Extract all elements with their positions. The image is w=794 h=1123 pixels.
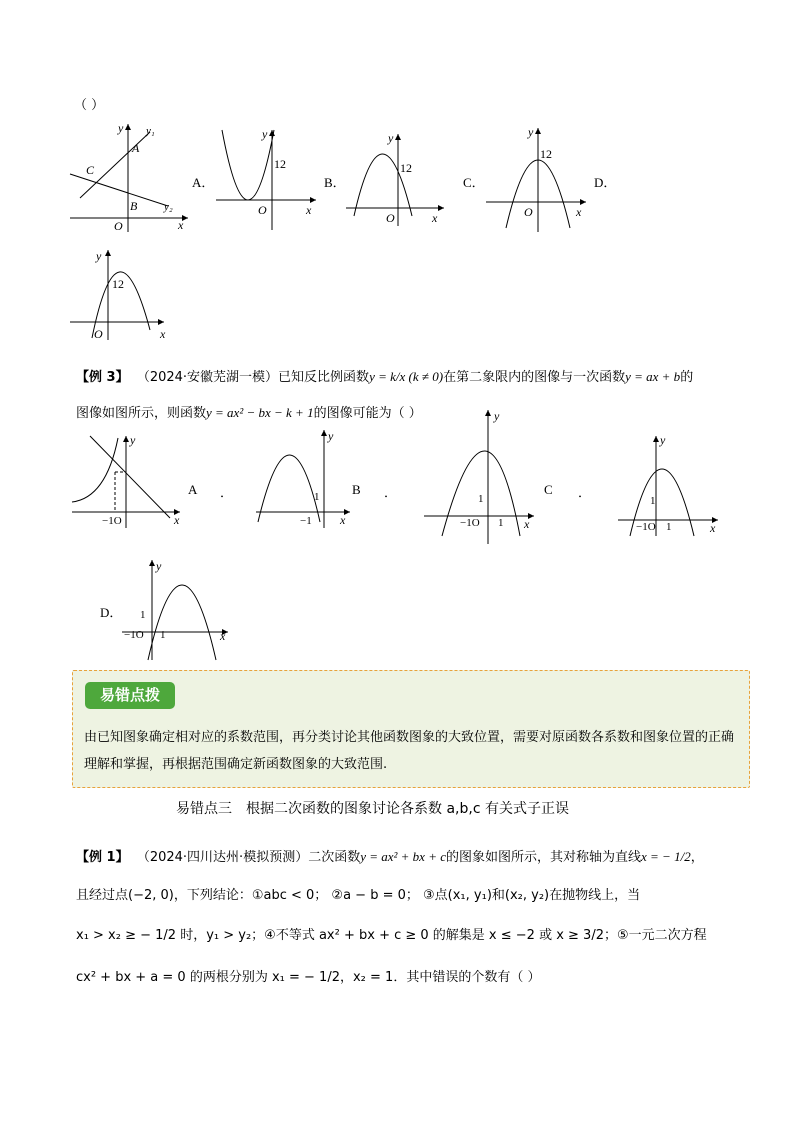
svg-text:1: 1	[140, 609, 146, 621]
svg-text:y: y	[328, 429, 334, 443]
svg-text:y: y	[528, 125, 534, 139]
svg-text:12: 12	[400, 161, 412, 175]
option-b-label: B．	[324, 175, 346, 190]
ex3-option-a-label: A	[188, 482, 198, 497]
svg-text:x: x	[306, 203, 312, 217]
example3-line1: 【例 3】 （2024·安徽芜湖一模）已知反比例函数y = k/x (k ≠ 0)在第二象限内的图像与一次函数y = ax + b的	[76, 369, 694, 385]
svg-text:−1O: −1O	[124, 629, 144, 641]
svg-text:O: O	[386, 211, 395, 225]
svg-text:x: x	[220, 629, 226, 643]
svg-text:x: x	[710, 521, 716, 535]
option-a-graph	[214, 126, 318, 232]
svg-text:−1O: −1O	[636, 521, 656, 533]
option-d-label: D．	[594, 175, 617, 190]
ex3-option-b-graph	[254, 418, 354, 530]
point-a-label: A	[132, 141, 140, 155]
ex3-option-d-graph	[616, 432, 722, 538]
y2-label: y₂	[164, 201, 173, 213]
ex3-option-c-graph	[420, 406, 538, 546]
svg-text:O: O	[94, 327, 103, 341]
y-axis-label: y	[118, 121, 124, 135]
example1-line4: cx² + bx + a = 0 的两根分别为 x₁ = − 1/2，x₂ = 1．其中错误的个数有（ ）	[76, 970, 541, 985]
answer-paren: （ ）	[74, 98, 105, 113]
svg-text:y: y	[96, 249, 102, 263]
svg-text:1: 1	[666, 521, 672, 533]
svg-text:x: x	[340, 513, 346, 527]
svg-text:−1: −1	[300, 515, 312, 527]
svg-text:O: O	[258, 203, 267, 217]
y1-label: y₁	[146, 125, 155, 137]
option-d-graph	[68, 246, 174, 342]
svg-text:y: y	[130, 433, 136, 447]
svg-text:x: x	[524, 517, 530, 531]
example1-line2: 且经过点(−2, 0)，下列结论：①abc < 0； ②a − b = 0； ③点(x₁, y₁)和(x₂, y₂)在抛物线上，当	[76, 888, 641, 903]
svg-text:x: x	[160, 327, 166, 341]
svg-text:12: 12	[274, 157, 286, 171]
svg-text:−1O: −1O	[460, 517, 480, 529]
option-b-graph	[344, 130, 448, 228]
svg-text:1: 1	[314, 491, 320, 503]
svg-text:−1O: −1O	[102, 515, 122, 527]
svg-text:1: 1	[160, 629, 166, 641]
svg-text:12: 12	[540, 147, 552, 161]
example1-line1: 【例 1】 （2024·四川达州·模拟预测）二次函数y = ax² + bx + c的图象如图所示，其对称轴为直线x = − 1/2，	[76, 849, 704, 865]
tip-title: 易错点拨	[85, 682, 175, 709]
svg-text:y: y	[156, 559, 162, 573]
ex3-option-d-label: D．	[100, 605, 123, 620]
svg-text:O: O	[524, 205, 533, 219]
svg-text:1: 1	[498, 517, 504, 529]
svg-text:y: y	[262, 127, 268, 141]
point-c-label: C	[86, 163, 95, 177]
example1-line3: x₁ > x₂ ≥ − 1/2 时，y₁ > y₂；④不等式 ax² + bx + c ≥ 0 的解集是 x ≤ −2 或 x ≥ 3/2；⑤一元二次方程	[76, 928, 707, 943]
svg-text:x: x	[174, 513, 180, 527]
section-title: 易错点三 根据二次函数的图象讨论各系数 a,b,c 有关式子正误	[176, 801, 569, 817]
svg-text:12: 12	[112, 277, 124, 291]
tip-text: 由已知图象确定相对应的系数范围，再分类讨论其他函数图象的大致位置，需要对原函数各系数和图象位置的正确理解和掌握，再根据范围确定新函数图象的大致范围.	[84, 730, 735, 772]
option-c-graph	[484, 124, 590, 234]
example3-reference-graph	[70, 432, 184, 530]
svg-text:1: 1	[650, 495, 656, 507]
svg-text:y: y	[494, 409, 500, 423]
svg-text:x: x	[576, 205, 582, 219]
ex3-option-d2-graph	[120, 556, 232, 662]
svg-text:x: x	[432, 211, 438, 225]
example3-line2: 图像如图所示，则函数y = ax² − bx − k + 1的图像可能为（ ）	[76, 405, 422, 421]
point-b-label: B	[130, 199, 138, 213]
x-axis-label: x	[178, 218, 184, 232]
svg-text:1: 1	[478, 493, 484, 505]
svg-text:y: y	[388, 131, 394, 145]
ex3-option-c-label: C	[544, 482, 553, 497]
svg-text:y: y	[660, 433, 666, 447]
reference-graph	[66, 118, 196, 236]
option-c-label: C．	[463, 175, 485, 190]
option-a-label: A．	[192, 175, 215, 190]
origin-label: O	[114, 219, 123, 233]
ex3-option-b-label: B	[352, 482, 361, 497]
